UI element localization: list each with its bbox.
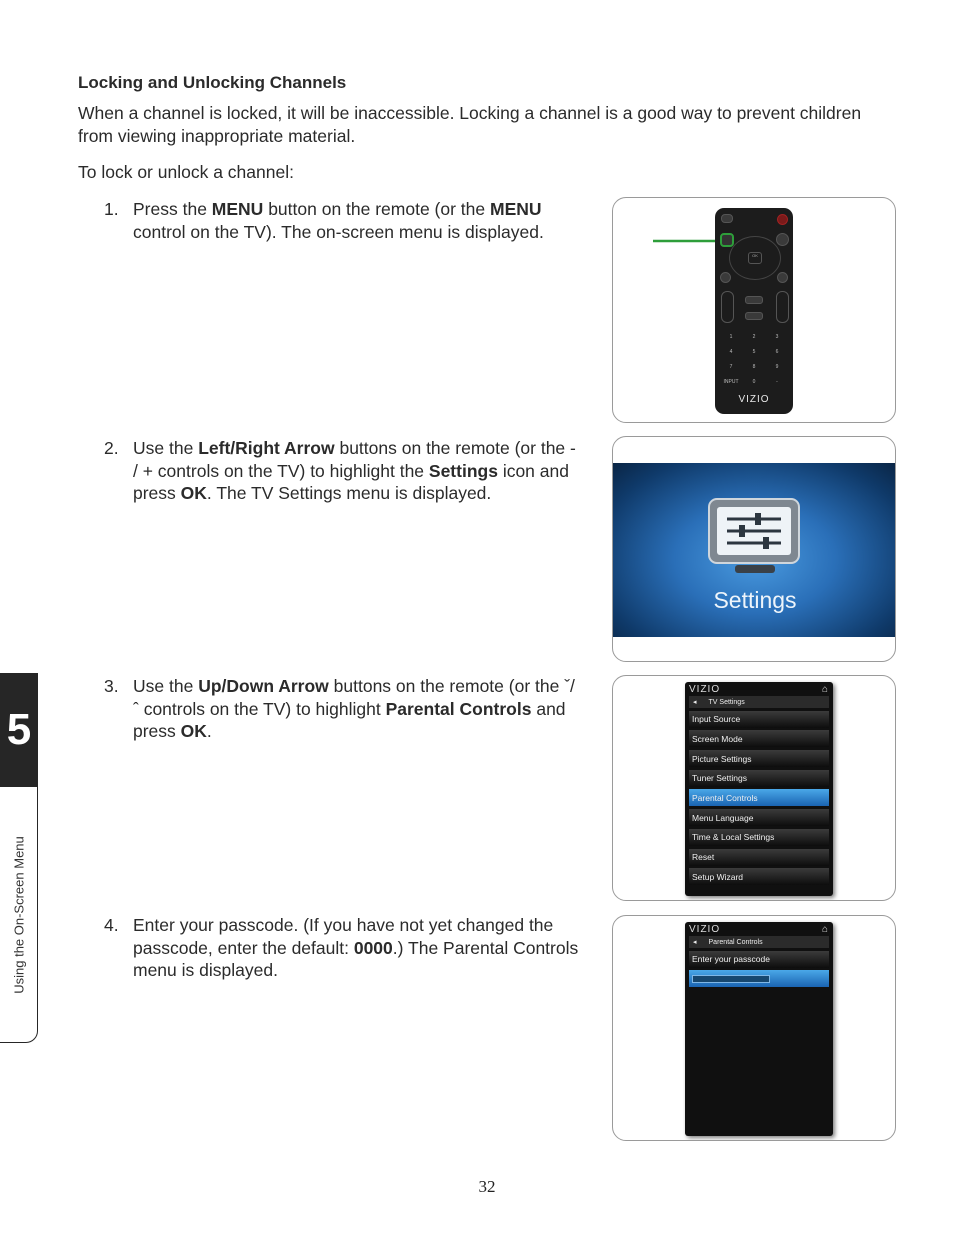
step-text: Press the MENU button on the remote (or the MENU control on the TV). The on-screen menu is displayed. <box>133 199 544 242</box>
step-1 <box>104 198 584 243</box>
passcode-field <box>692 975 770 983</box>
remote-control: OK 1 2 3 4 5 6 7 8 9 INPUT 0 - VIZIO <box>715 208 793 414</box>
page-number: 32 <box>478 1177 496 1196</box>
menu-item-time-local-settings: Time & Local Settings <box>689 829 829 846</box>
step-2 <box>104 437 584 505</box>
last-button <box>745 296 763 304</box>
settings-screen <box>613 463 896 637</box>
power-icon <box>777 214 788 225</box>
menu-item-input-source: Input Source <box>689 711 829 728</box>
home-icon: ⌂ <box>821 923 829 935</box>
step-number: 2. <box>104 438 119 458</box>
vizio-logo: VIZIO <box>689 683 721 695</box>
menu-item-picture-settings: Picture Settings <box>689 750 829 767</box>
guide-button <box>720 272 731 283</box>
remote-image-frame <box>612 197 896 423</box>
passcode-input <box>689 970 829 987</box>
menu-item-reset: Reset <box>689 849 829 866</box>
step-number: 3. <box>104 676 119 696</box>
step-3 <box>104 675 584 743</box>
step-4 <box>104 914 584 982</box>
menu-item-parental-controls: Parental Controls <box>689 789 829 806</box>
tv-settings-menu <box>685 682 833 896</box>
parental-controls-menu <box>685 922 833 1136</box>
chapter-number: 5 <box>0 673 38 787</box>
menu-item-screen-mode: Screen Mode <box>689 730 829 747</box>
passcode-image-frame <box>612 915 896 1141</box>
menu-subtitle: ◂ TV Settings <box>689 696 829 708</box>
menu-subtitle: ◂ Parental Controls <box>689 936 829 948</box>
volume-rocker <box>721 291 734 323</box>
step-text: Use the Left/Right Arrow buttons on the remote (or the - / + controls on the TV) to highlight the Settings icon and press OK. The TV Settings menu is displayed. <box>133 438 576 503</box>
instruction-text: To lock or unlock a channel: <box>78 162 294 182</box>
home-icon: ⌂ <box>821 683 829 695</box>
ok-button: OK <box>748 252 762 264</box>
menu-item-tuner-settings: Tuner Settings <box>689 770 829 787</box>
step-number: 4. <box>104 915 119 935</box>
section-heading: Locking and Unlocking Channels <box>78 73 347 92</box>
exit-button <box>777 272 788 283</box>
menu-item-menu-language: Menu Language <box>689 809 829 826</box>
menu-button <box>720 233 734 247</box>
back-icon: ◂ <box>693 699 697 706</box>
passcode-prompt: Enter your passcode <box>689 951 829 968</box>
settings-image-frame <box>612 436 896 662</box>
menu-item-setup-wizard: Setup Wizard <box>689 868 829 885</box>
step-text: Enter your passcode. (If you have not yet changed the passcode, enter the default: 0000.) The Parental Controls menu is displayed. <box>133 915 579 980</box>
mute-button <box>776 233 789 246</box>
vizio-logo: VIZIO <box>689 923 721 935</box>
settings-label: Settings <box>713 587 797 613</box>
back-icon: ◂ <box>693 939 697 946</box>
tv-settings-icon <box>705 497 805 577</box>
step-text: Use the Up/Down Arrow buttons on the remote (or the ˇ/ ˆ controls on the TV) to highlight Parental Controls and press OK. <box>133 676 575 741</box>
step-number: 1. <box>104 199 119 219</box>
channel-rocker <box>776 291 789 323</box>
tv-settings-image-frame <box>612 675 896 901</box>
vizio-logo: VIZIO <box>738 394 770 405</box>
side-tab-label: Using the On-Screen Menu <box>11 836 27 994</box>
power-button <box>721 214 733 223</box>
intro-paragraph: When a channel is locked, it will be inaccessible. Locking a channel is a good way to prevent children from viewing inappropriate material. <box>78 103 862 146</box>
input-top-button <box>745 312 763 320</box>
